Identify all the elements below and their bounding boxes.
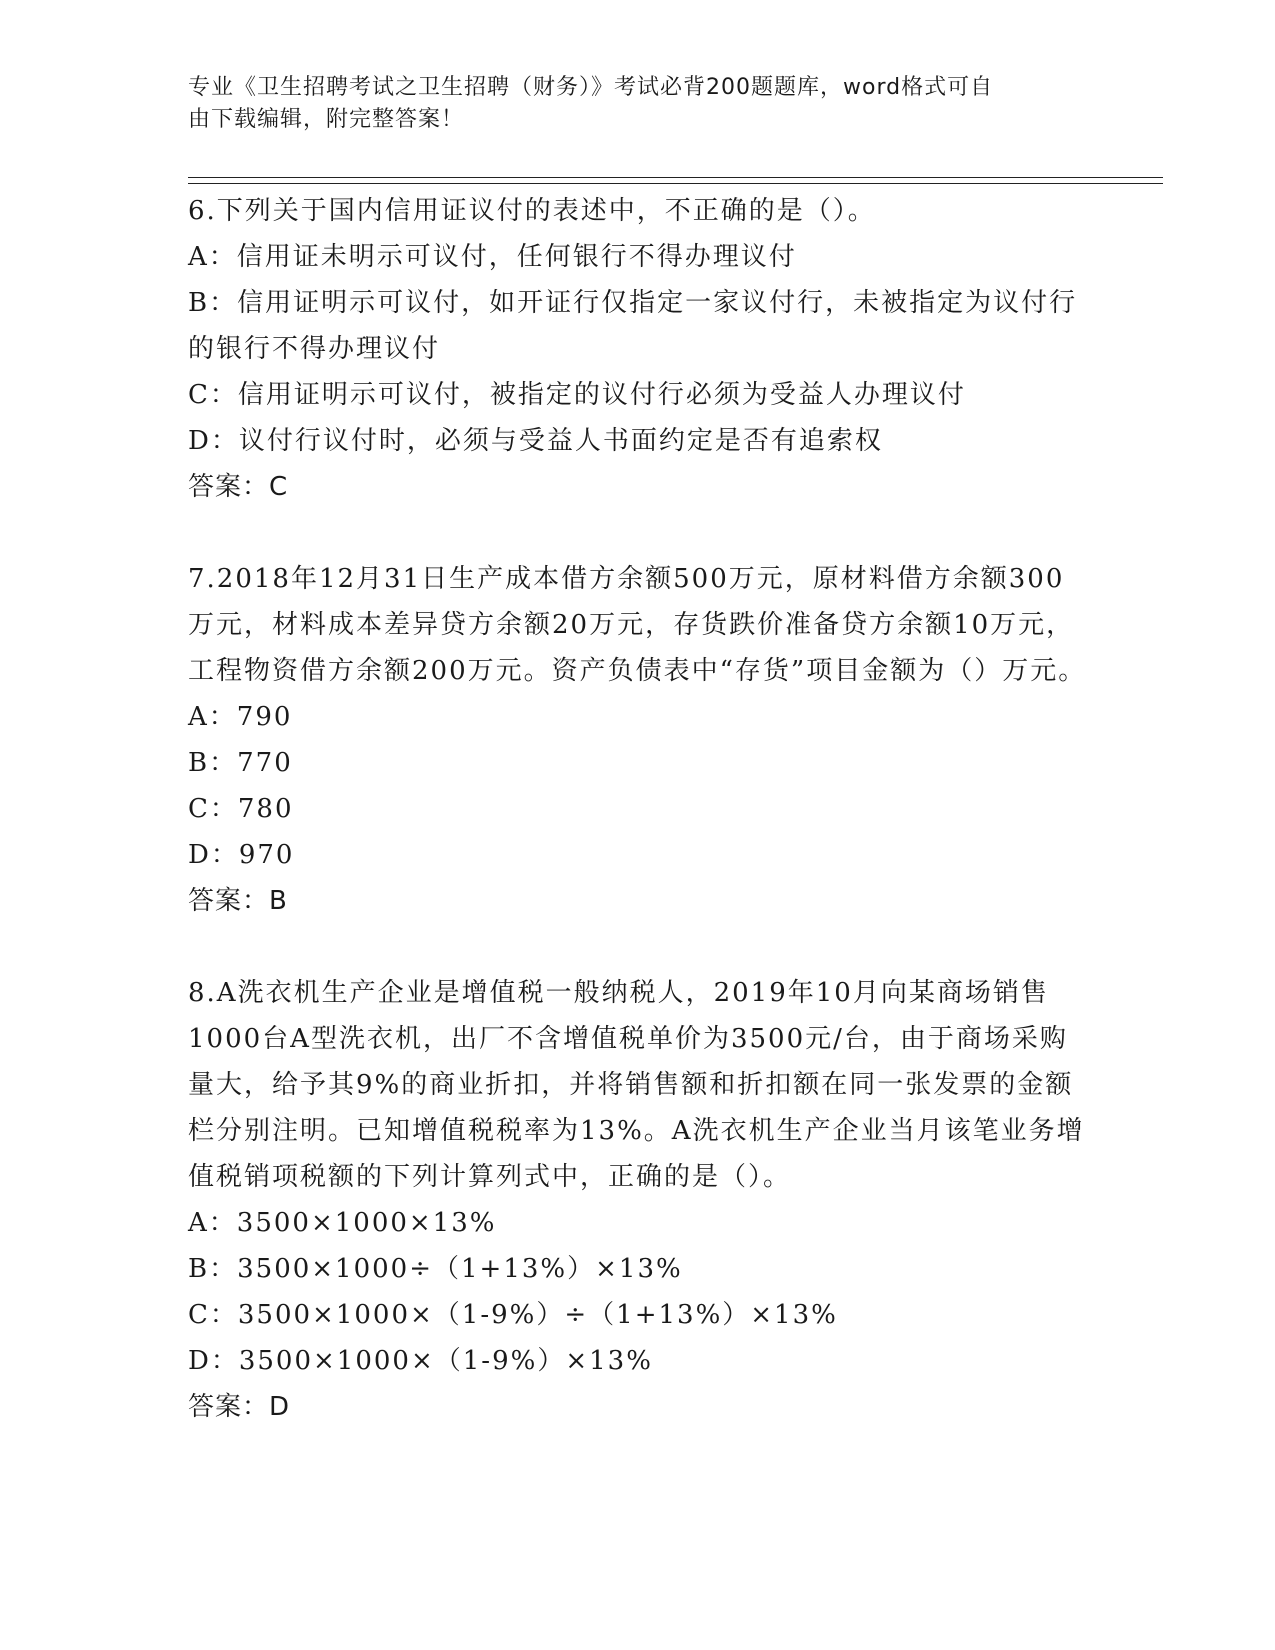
option-a: A：3500×1000×13% <box>188 1208 497 1238</box>
question-stem: 6.下列关于国内信用证议付的表述中，不正确的是（）。 <box>188 196 876 226</box>
option-b: B：770 <box>188 748 293 778</box>
header-line-1: 专业《卫生招聘考试之卫生招聘（财务）》考试必背200题题库，word格式可自 <box>188 75 994 100</box>
option-a: A：信用证未明示可议付，任何银行不得办理议付 <box>188 242 797 272</box>
header-divider-bottom <box>188 183 1163 184</box>
question-stem: 8.A洗衣机生产企业是增值税一般纳税人，2019年10月向某商场销售1000台A型洗衣机，出厂不含增值税单价为3500元/台，由于商场采购量大，给予其9%的商业折扣，并将销售额和折扣额在同一张发票的金额栏分别注明。已知增值税税率为13%。A洗衣机生产企业当月该笔业务增值税销项税额的下列计算列式中，正确的是（）。 <box>188 978 1085 1192</box>
option-a: A：790 <box>188 702 293 732</box>
question-list <box>188 188 1088 1476</box>
question-8 <box>188 970 1088 1430</box>
option-c: C：信用证明示可议付，被指定的议付行必须为受益人办理议付 <box>188 380 966 410</box>
option-d: D：3500×1000×（1-9%）×13% <box>188 1346 653 1376</box>
option-d: D：970 <box>188 840 295 870</box>
answer: 答案：C <box>188 472 289 502</box>
header-line-2: 由下载编辑，附完整答案！ <box>188 107 465 132</box>
option-d: D：议付行议付时，必须与受益人书面约定是否有追索权 <box>188 426 883 456</box>
header-divider-top <box>188 177 1163 178</box>
answer: 答案：B <box>188 886 288 916</box>
question-stem: 7.2018年12月31日生产成本借方余额500万元，原材料借方余额300万元，材料成本差异贷方余额20万元，存货跌价准备贷方余额10万元，工程物资借方余额200万元。资产负债表中“存货”项目金额为（）万元。 <box>188 564 1087 686</box>
document-header <box>188 72 1068 136</box>
question-7 <box>188 556 1088 924</box>
option-b: B：信用证明示可议付，如开证行仅指定一家议付行，未被指定为议付行的银行不得办理议付 <box>188 288 1078 364</box>
option-b: B：3500×1000÷（1+13%）×13% <box>188 1254 683 1284</box>
option-c: C：780 <box>188 794 294 824</box>
answer: 答案：D <box>188 1392 291 1422</box>
option-c: C：3500×1000×（1-9%）÷（1+13%）×13% <box>188 1300 838 1330</box>
question-6 <box>188 188 1088 510</box>
